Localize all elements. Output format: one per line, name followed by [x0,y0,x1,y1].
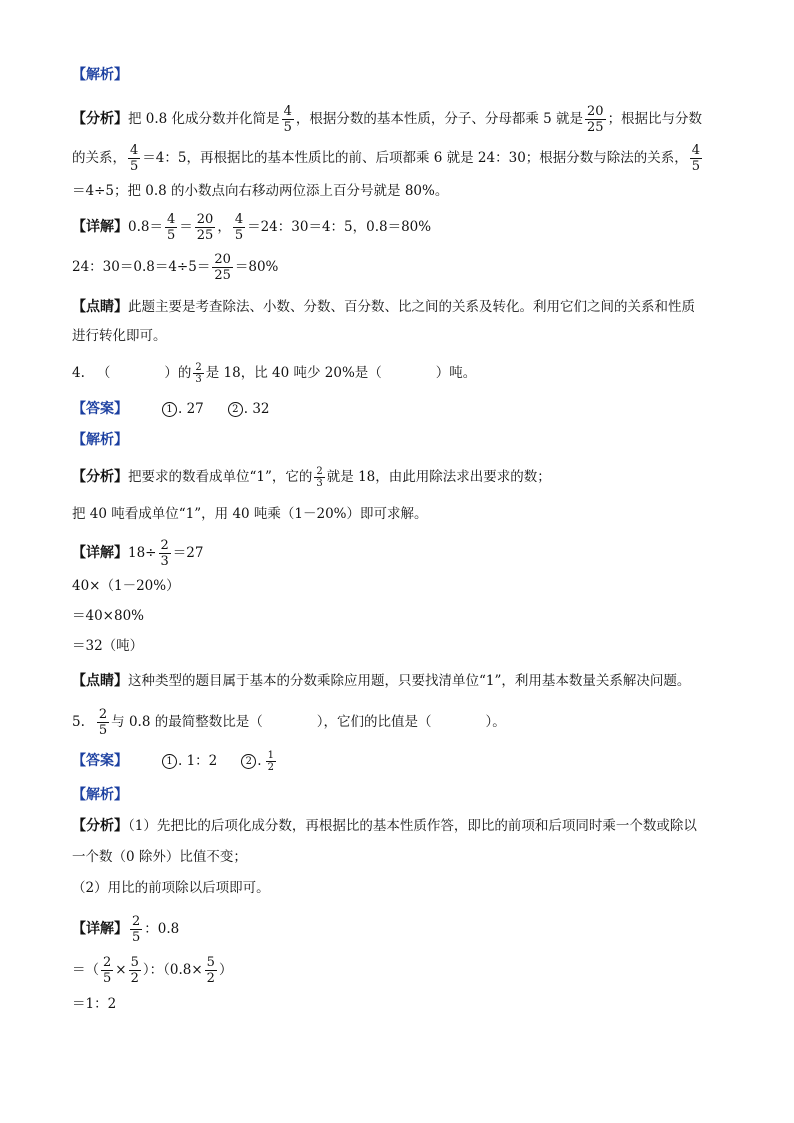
xiangjie-label: 【详解】 [72,219,128,235]
fraction-2-5: $\frac{2}{5}$ [132,914,141,945]
analysis-line-3: ＝4÷5；把 0.8 的小数点向右移动两位添上百分号就是 80%。 [72,183,449,199]
fraction-2-5: $\frac{2}{5}$ [103,955,112,986]
xiangjie-label: 【详解】 [72,545,128,561]
analysis-line-2: 的关系， $\frac{4}{5}$ ＝4：5，再根据比的基本性质比的前、后项都乘 6 就是 24：30；根据分数与除法的关系， $\frac{4}{5}$ [72,143,701,174]
analysis-line-4-2: 把 40 吨看成单位“1”，用 40 吨乘（1－20%）即可求解。 [72,506,428,522]
fenxi-label: 【分析】 [72,111,128,127]
answer-line-5: 【答案】 1 . 1：2 2 . $\frac{1}{2}$ [72,750,274,773]
dianjing-line-4: 【点睛】这种类型的题目属于基本的分数乘除应用题，只要找清单位“1”，利用基本数量关系解决问题。 [72,673,691,689]
circled-number-2-icon: 2 [228,402,243,417]
fraction-2-3: $\frac{2}{3}$ [160,538,169,569]
dianjing-label: 【点睛】 [72,673,128,689]
fraction-20-25: $\frac{20}{25}$ [587,104,604,135]
fraction-2-5: $\frac{2}{5}$ [98,707,108,738]
analysis-line-5-2: 一个数（0 除外）比值不变； [72,849,247,865]
question-number: 5. [72,714,85,730]
fenxi-label: 【分析】 [72,469,128,485]
fraction-1-2: $\frac{1}{2}$ [267,750,274,773]
dianjing-line-2: 进行转化即可。 [72,328,167,344]
jiexi-label: 【解析】 [72,432,128,448]
detail-line-4-2: 40×（1－20%） [72,578,180,594]
dianjing-line-1: 【点睛】此题主要是考查除法、小数、分数、百分数、比之间的关系及转化。利用它们之间的关系和性质 [72,299,695,315]
fraction-4-5: $\frac{4}{5}$ [691,143,701,174]
analysis-line-5-1: 【分析】（1）先把比的后项化成分数，再根据比的基本性质作答，即比的前项和后项同时乘一个数或除以 [72,818,697,834]
fraction-5-2: $\frac{5}{2}$ [206,955,215,986]
detail-line-1: 【详解】0.8＝ $\frac{4}{5}$ ＝ $\frac{20}{25}$ ， $\frac{4}{5}$ ＝24：30＝4：5，0.8＝80% [72,212,432,243]
fraction-4-5: $\frac{4}{5}$ [130,143,139,174]
detail-line-2: 24：30＝0.8＝4÷5＝ $\frac{20}{25}$ ＝80% [72,252,279,283]
detail-line-4-4: ＝32（吨） [72,638,144,654]
fraction-5-2: $\frac{5}{2}$ [130,955,139,986]
answer-line-4: 【答案】 1 . 27 2 . 32 [72,401,270,417]
fraction-4-5: $\frac{4}{5}$ [283,104,292,135]
detail-line-4-3: ＝40×80% [72,608,144,624]
fraction-2-3: $\frac{2}{3}$ [195,362,202,385]
jiexi-label: 【解析】 [72,787,128,803]
question-5: 5. $\frac{2}{5}$ 与 0.8 的最简整数比是（ ），它们的比值是（ ）。 [72,707,506,738]
detail-line-5-2: ＝（ $\frac{2}{5}$ × $\frac{5}{2}$ ）：（0.8× $\frac{5}{2}$ ） [72,955,233,986]
fenxi-label: 【分析】 [72,818,128,834]
question-number: 4. [72,365,85,381]
daan-label: 【答案】 [72,753,128,769]
daan-label: 【答案】 [72,401,128,417]
detail-line-5-3: ＝1：2 [72,996,117,1012]
detail-line-4-1: 【详解】18÷ $\frac{2}{3}$ ＝27 [72,538,204,569]
analysis-line-1: 【分析】把 0.8 化成分数并化简是 $\frac{4}{5}$ ，根据分数的基本性质，分子、分母都乘 5 就是 $\frac{20}{25}$ ；根据比与分数 [72,104,703,135]
fraction-20-25: $\frac{20}{25}$ [196,212,214,243]
fraction-2-3: $\frac{2}{3}$ [316,466,323,489]
circled-number-1-icon: 1 [162,402,177,417]
detail-line-5-1: 【详解】 $\frac{2}{5}$ ：0.8 [72,914,180,945]
analysis-line-4-1: 【分析】把要求的数看成单位“1”，它的 $\frac{2}{3}$ 就是 18，由此用除法求出要求的数； [72,466,551,489]
fraction-4-5: $\frac{4}{5}$ [234,212,244,243]
fraction-4-5: $\frac{4}{5}$ [166,212,176,243]
fraction-20-25: $\frac{20}{25}$ [214,252,231,283]
question-4: 4. （ ）的 $\frac{2}{3}$ 是 18，比 40 吨少 20%是（ ）吨。 [72,362,477,385]
jiexi-label: 【解析】 [72,67,128,83]
circled-number-1-icon: 1 [162,754,177,769]
analysis-line-5-3: （2）用比的前项除以后项即可。 [72,880,270,896]
xiangjie-label: 【详解】 [72,921,128,937]
circled-number-2-icon: 2 [241,754,256,769]
dianjing-label: 【点睛】 [72,299,128,315]
